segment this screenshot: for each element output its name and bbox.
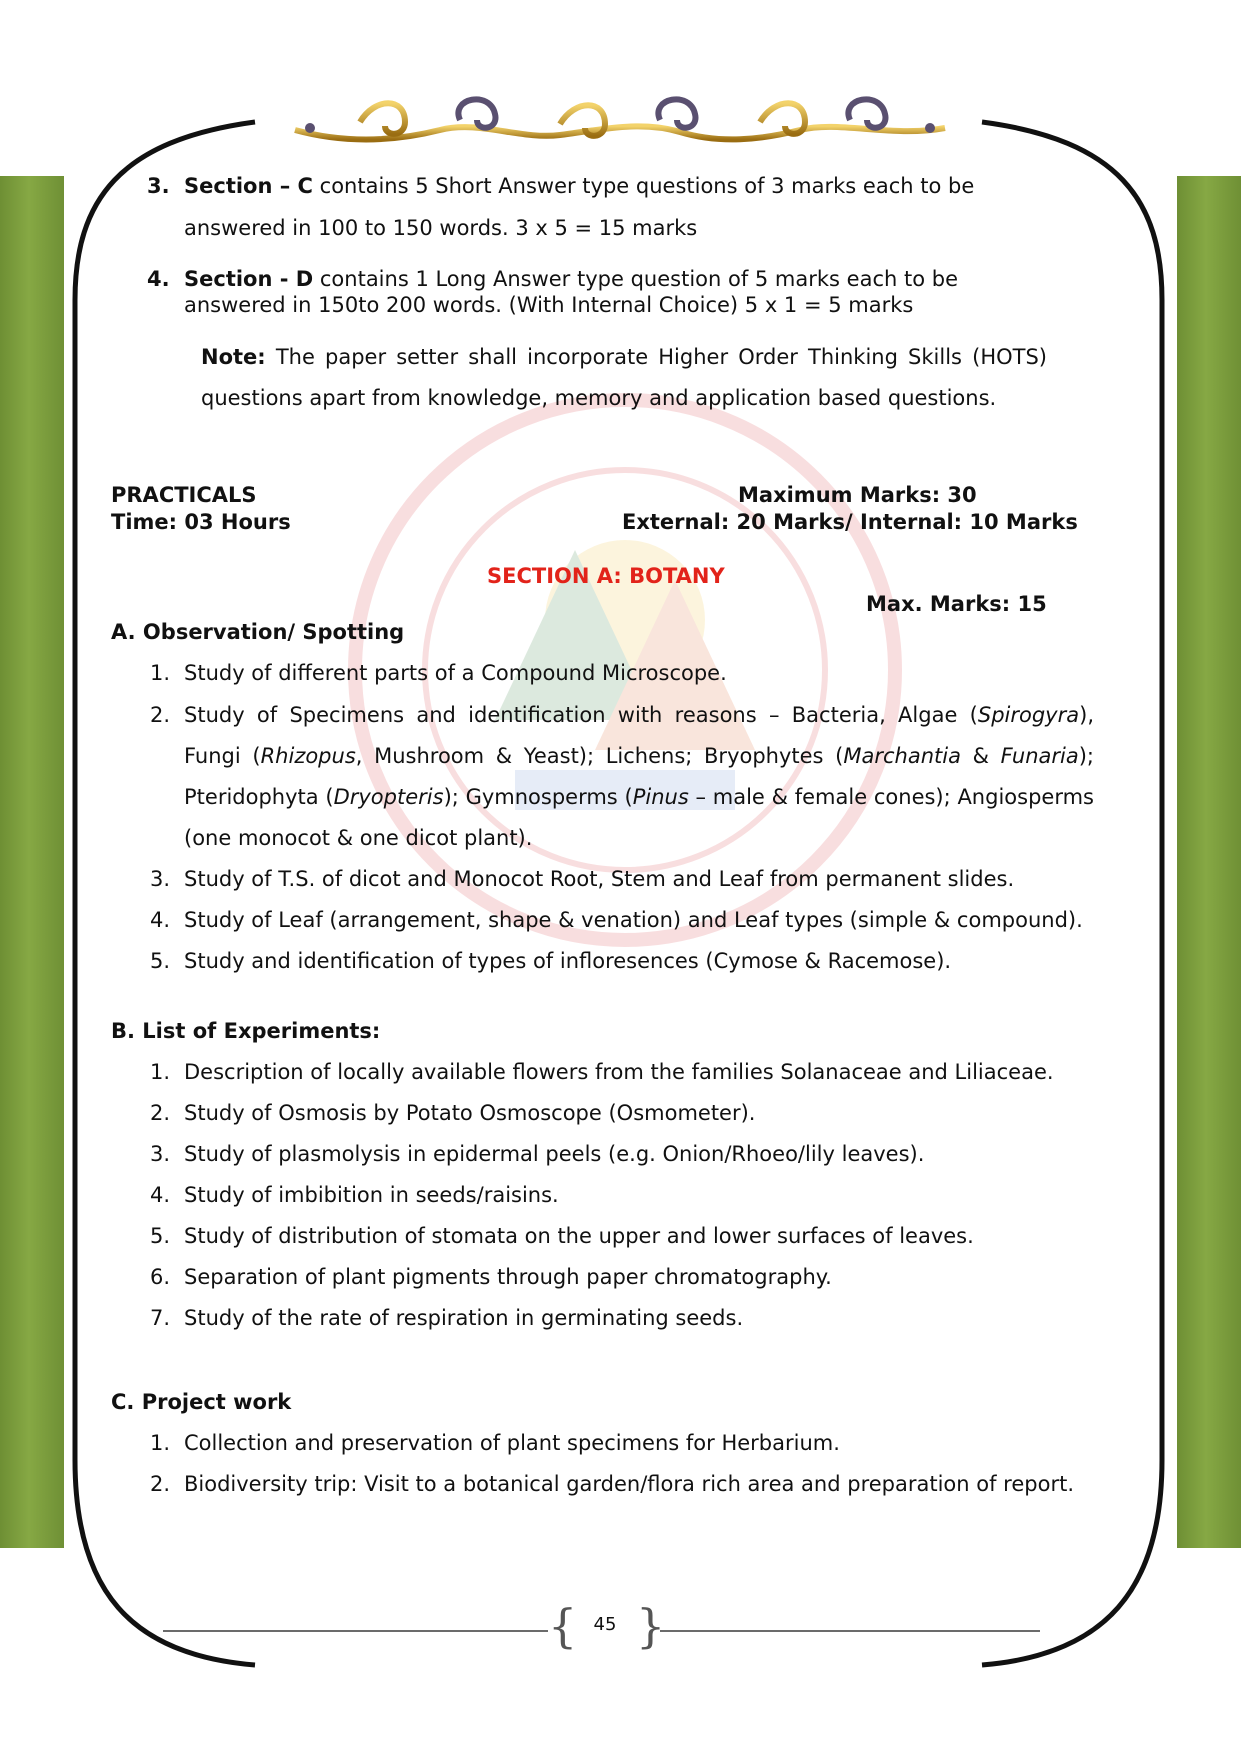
note-line-2: questions apart from knowledge, memory and application based questions. xyxy=(201,386,997,410)
item-3-line-2: answered in 100 to 150 words. 3 x 5 = 15 marks xyxy=(184,216,698,240)
text-span: ); Gymnosperms ( xyxy=(443,785,633,809)
footer-rule-right xyxy=(660,1630,1040,1632)
text-span: Fungi ( xyxy=(184,744,261,768)
section-c-label: Section – C xyxy=(184,174,313,198)
item-4-text xyxy=(184,267,958,291)
project-heading: C. Project work xyxy=(111,1390,292,1414)
experiment-item-1-text: Description of locally available flowers from the families Solanaceae and Liliaceae. xyxy=(184,1060,1054,1084)
project-item-2-number: 2. xyxy=(150,1472,171,1496)
observation-item-5-number: 5. xyxy=(150,949,171,973)
experiment-item-6-text: Separation of plant pigments through paper chromatography. xyxy=(184,1265,832,1289)
item-3-text xyxy=(184,174,974,198)
section-c-description: contains 5 Short Answer type questions of 3 marks each to be xyxy=(312,174,975,198)
text-span: ), xyxy=(1079,703,1094,727)
observation-item-3-text: Study of T.S. of dicot and Monocot Root, Stem and Leaf from permanent slides. xyxy=(184,867,1015,891)
section-d-description: contains 1 Long Answer type question of 5 marks each to be xyxy=(313,267,958,291)
left-brace-icon: { xyxy=(548,1599,578,1653)
project-item-1-text: Collection and preservation of plant specimens for Herbarium. xyxy=(184,1431,840,1455)
funaria-italic: Funaria xyxy=(1000,744,1079,768)
right-brace-icon: } xyxy=(636,1599,666,1653)
note-text: The paper setter shall incorporate Higher Order Thinking Skills (HOTS) xyxy=(265,345,1047,369)
pinus-italic: Pinus xyxy=(632,785,689,809)
experiment-item-4-text: Study of imbibition in seeds/raisins. xyxy=(184,1183,559,1207)
project-item-1-number: 1. xyxy=(150,1431,171,1455)
observation-item-1-number: 1. xyxy=(150,661,171,685)
observation-item-2-line-2 xyxy=(184,744,1094,768)
section-a-title: SECTION A: BOTANY xyxy=(487,564,725,588)
text-span: – male & female cones); Angiosperms xyxy=(688,785,1094,809)
practicals-max-marks: Maximum Marks: 30 xyxy=(738,483,977,507)
observation-item-2-number: 2. xyxy=(150,703,171,727)
note-label: Note: xyxy=(201,345,266,369)
text-span: Study of Specimens and identification with reasons – Bacteria, Algae ( xyxy=(184,703,978,727)
note-line-1 xyxy=(201,345,1047,369)
experiment-item-3-text: Study of plasmolysis in epidermal peels (e.g. Onion/Rhoeo/lily leaves). xyxy=(184,1142,925,1166)
item-3-number: 3. xyxy=(147,174,170,198)
observation-item-1-text: Study of different parts of a Compound Microscope. xyxy=(184,661,727,685)
dryopteris-italic: Dryopteris xyxy=(333,785,444,809)
rhizopus-italic: Rhizopus xyxy=(260,744,356,768)
project-item-2-text: Biodiversity trip: Visit to a botanical garden/flora rich area and preparation of report. xyxy=(184,1472,1074,1496)
text-span: & xyxy=(960,744,1001,768)
experiments-heading: B. List of Experiments: xyxy=(111,1019,381,1043)
item-4-line-2: answered in 150to 200 words. (With Internal Choice) 5 x 1 = 5 marks xyxy=(184,293,914,317)
text-span: Pteridophyta ( xyxy=(184,785,334,809)
experiment-item-7-number: 7. xyxy=(150,1306,171,1330)
practicals-title: PRACTICALS xyxy=(111,483,257,507)
observation-item-2-line-1 xyxy=(184,703,1094,727)
observation-item-4-text: Study of Leaf (arrangement, shape & venation) and Leaf types (simple & compound). xyxy=(184,908,1083,932)
observation-item-2-line-3 xyxy=(184,785,1094,809)
footer-rule-left xyxy=(163,1630,548,1632)
spirogyra-italic: Spirogyra xyxy=(977,703,1080,727)
practicals-external-internal: External: 20 Marks/ Internal: 10 Marks xyxy=(622,510,1078,534)
observation-item-3-number: 3. xyxy=(150,867,171,891)
observation-item-5-text: Study and identification of types of infloresences (Cymose & Racemose). xyxy=(184,949,952,973)
text-span: , Mushroom & Yeast); Lichens; Bryophytes ( xyxy=(355,744,844,768)
experiment-item-2-text: Study of Osmosis by Potato Osmoscope (Osmometer). xyxy=(184,1101,756,1125)
experiment-item-6-number: 6. xyxy=(150,1265,171,1289)
page-number: 45 xyxy=(593,1614,617,1635)
experiment-item-1-number: 1. xyxy=(150,1060,171,1084)
experiment-item-5-number: 5. xyxy=(150,1224,171,1248)
section-a-max-marks: Max. Marks: 15 xyxy=(866,592,1047,616)
practicals-time: Time: 03 Hours xyxy=(111,510,291,534)
experiment-item-5-text: Study of distribution of stomata on the upper and lower surfaces of leaves. xyxy=(184,1224,974,1248)
observation-item-4-number: 4. xyxy=(150,908,171,932)
section-d-label: Section - D xyxy=(184,267,314,291)
text-span: ); xyxy=(1078,744,1094,768)
experiment-item-7-text: Study of the rate of respiration in germinating seeds. xyxy=(184,1306,744,1330)
marchantia-italic: Marchantia xyxy=(843,744,961,768)
observation-heading: A. Observation/ Spotting xyxy=(111,620,405,644)
experiment-item-3-number: 3. xyxy=(150,1142,171,1166)
experiment-item-4-number: 4. xyxy=(150,1183,171,1207)
item-4-number: 4. xyxy=(147,267,170,291)
experiment-item-2-number: 2. xyxy=(150,1101,171,1125)
observation-item-2-line-4: (one monocot & one dicot plant). xyxy=(184,826,533,850)
